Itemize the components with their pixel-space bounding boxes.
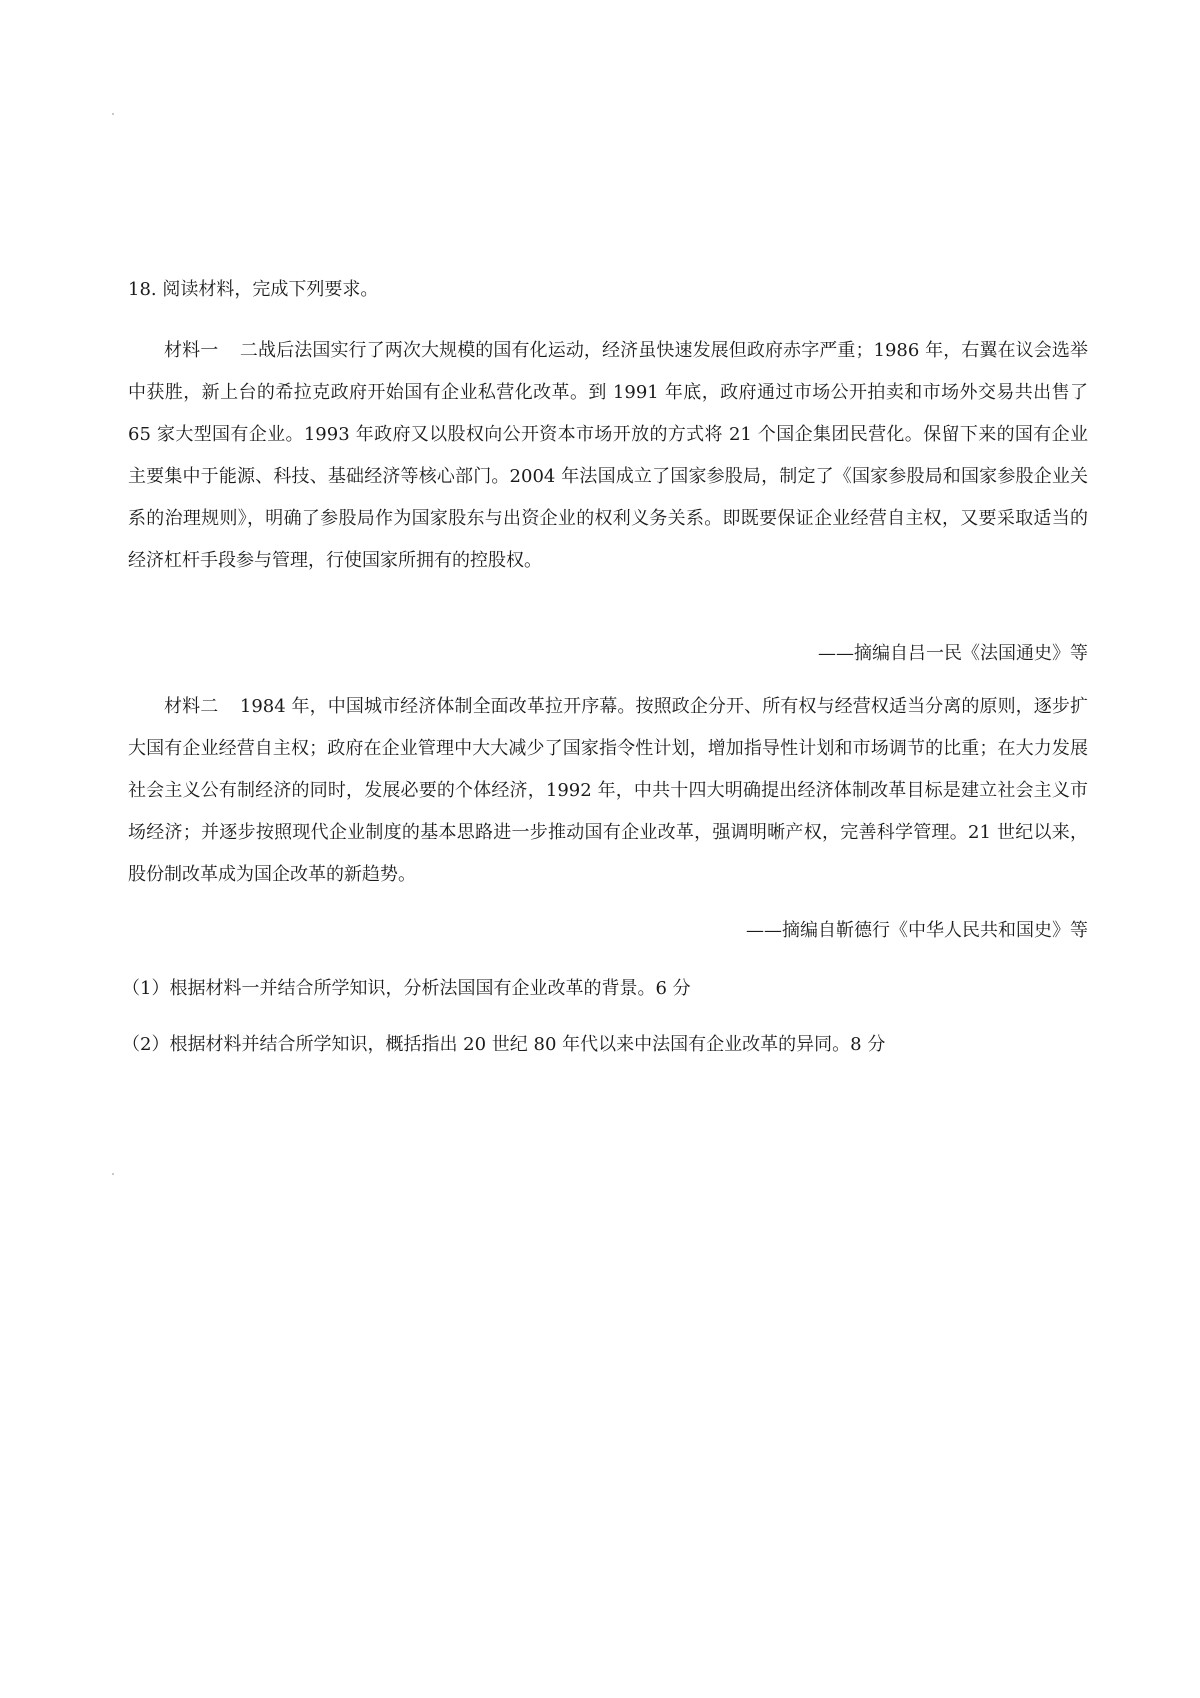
material-one-source: ——摘编自吕一民《法国通史》等 [818,643,1088,664]
material-one [128,330,1088,582]
material-two-label: 材料二 [164,696,219,717]
material-two-text: 1984 年，中国城市经济体制全面改革拉开序幕。按照政企分开、所有权与经营权适当分离的原则，逐步扩大国有企业经营自主权；政府在企业管理中大大减少了国家指令性计划，增加指导性计划和市场调节的比重；在大力发展社会主义公有制经济的同时，发展必要的个体经济，1992 年，中共十四大明确提出经济体制改革目标是建立社会主义市场经济；并逐步按照现代企业制度的基本思路进一步推动国有企业改革，强调明晰产权，完善科学管理。21 世纪以来，股份制改革成为国企改革的新趋势。 [128,696,1088,885]
question-title: 18. 阅读材料，完成下列要求。 [128,279,379,300]
sub-question-2: （2）根据材料并结合所学知识，概括指出 20 世纪 80 年代以来中法国有企业改革的异同。8 分 [122,1034,886,1055]
material-two [128,686,1088,896]
scan-speck [112,113,114,115]
scan-speck [112,1173,114,1175]
material-one-label: 材料一 [164,340,219,361]
material-two-source: ——摘编自靳德行《中华人民共和国史》等 [746,920,1088,941]
sub-question-1: （1）根据材料一并结合所学知识，分析法国国有企业改革的背景。6 分 [122,978,691,999]
material-one-text: 二战后法国实行了两次大规模的国有化运动，经济虽快速发展但政府赤字严重；1986 年，右翼在议会选举中获胜，新上台的希拉克政府开始国有企业私营化改革。到 1991 年底，政府通过市场公开拍卖和市场外交易共出售了 65 家大型国有企业。1993 年政府又以股权向公开资本市场开放的方式将 21 个国企集团民营化。保留下来的国有企业主要集中于能源、科技、基础经济等核心部门。2004 年法国成立了国家参股局，制定了《国家参股局和国家参股企业关系的治理规则》，明确了参股局作为国家股东与出资企业的权利义务关系。即既要保证企业经营自主权，又要采取适当的经济杠杆手段参与管理，行使国家所拥有的控股权。 [128,340,1089,571]
